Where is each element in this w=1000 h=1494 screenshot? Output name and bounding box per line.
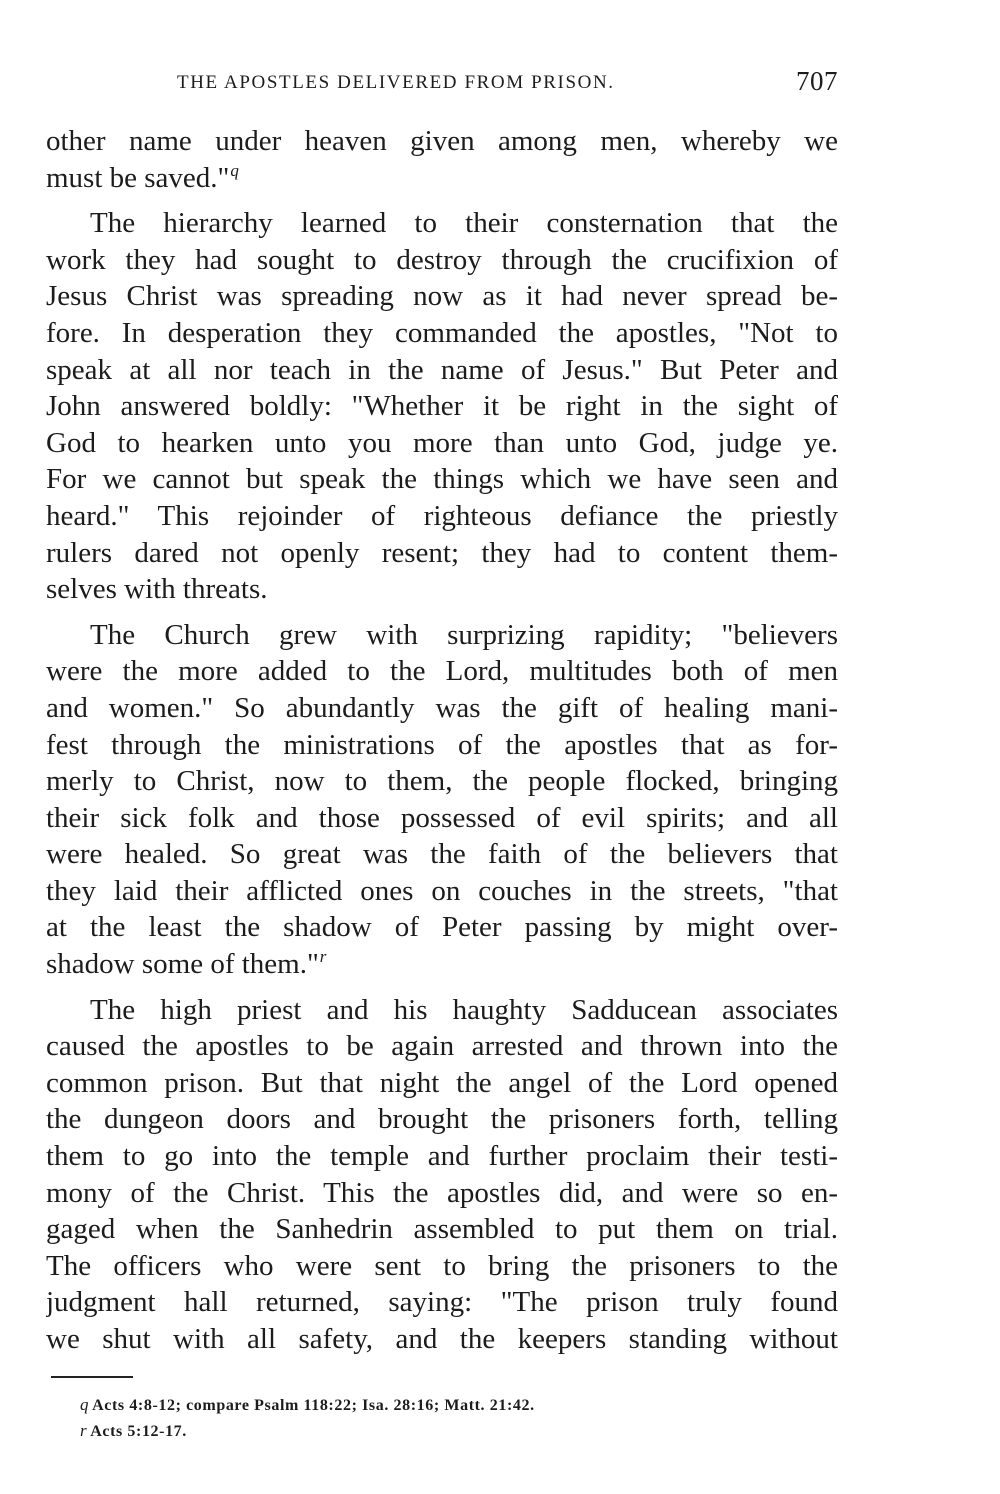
footnote-mark: q — [80, 1395, 90, 1414]
text-line — [46, 909, 838, 946]
footnote — [80, 1392, 840, 1418]
text-line — [46, 352, 838, 389]
text-line — [46, 571, 838, 608]
text-line — [46, 160, 838, 197]
text-line — [46, 873, 838, 910]
line-text: work they had sought to destroy through the crucifixion of — [46, 243, 838, 276]
text-line — [46, 763, 838, 800]
text-line — [46, 315, 838, 352]
text-line — [46, 727, 838, 764]
text-line — [46, 690, 838, 727]
line-text: merly to Christ, now to them, the people flocked, bringing — [46, 765, 838, 798]
text-line — [46, 992, 838, 1029]
footnote-mark: r — [80, 1421, 88, 1440]
paragraph — [46, 992, 838, 1358]
footnote-text: Acts 4:8-12; compare Psalm 118:22; Isa. 28:16; Matt. 21:42. — [92, 1397, 535, 1414]
line-text: they laid their afflicted ones on couches in the streets, "that — [46, 874, 838, 907]
line-text: fest through the ministrations of the apostles that as for- — [46, 728, 838, 761]
text-line — [46, 1248, 838, 1285]
line-text: judgment hall returned, saying: "The prison truly found — [46, 1286, 838, 1319]
line-text: rulers dared not openly resent; they had to content them- — [46, 536, 838, 569]
paragraph — [46, 205, 838, 608]
line-text: we shut with all safety, and the keepers standing without — [46, 1323, 838, 1355]
line-text: them to go into the temple and further proclaim their testi- — [46, 1140, 838, 1173]
line-text: were healed. So great was the faith of the believers that — [46, 838, 838, 871]
line-text: shadow some of them." — [46, 948, 319, 981]
text-line — [46, 425, 838, 462]
line-text: Jesus Christ was spreading now as it had never spread be- — [46, 280, 838, 313]
line-text: The high priest and his haughty Sadducean associates — [90, 993, 838, 1026]
footnote-text: Acts 5:12-17. — [90, 1423, 187, 1440]
text-line — [46, 1175, 838, 1212]
text-line — [46, 498, 838, 535]
text-line — [46, 1065, 838, 1102]
text-line — [46, 388, 838, 425]
footnote-rule — [51, 1376, 133, 1378]
text-line — [46, 242, 838, 279]
text-line — [46, 461, 838, 498]
text-line — [46, 123, 838, 160]
text-line — [46, 278, 838, 315]
footnote — [80, 1418, 840, 1444]
line-text: selves with threats. — [46, 573, 268, 606]
line-text: The officers who were sent to bring the prisoners to the — [46, 1249, 838, 1282]
text-line — [46, 205, 838, 242]
text-line — [46, 1211, 838, 1248]
line-text: were the more added to the Lord, multitudes both of men — [46, 655, 838, 688]
text-line — [46, 1138, 838, 1175]
line-text: heard." This rejoinder of righteous defiance the priestly — [46, 499, 838, 532]
footnotes — [80, 1392, 840, 1444]
line-text: caused the apostles to be again arrested and thrown into the — [46, 1030, 838, 1063]
text-line — [46, 617, 838, 654]
line-text: fore. In desperation they commanded the apostles, "Not to — [46, 316, 838, 349]
body-text — [46, 123, 838, 1367]
text-line — [46, 535, 838, 572]
running-title: THE APOSTLES DELIVERED FROM PRISON. — [177, 72, 615, 93]
page-number: 707 — [796, 66, 838, 96]
line-text: common prison. But that night the angel of the Lord opened — [46, 1066, 838, 1099]
paragraph — [46, 617, 838, 983]
paragraph — [46, 123, 838, 196]
line-text: gaged when the Sanhedrin assembled to put them on trial. — [46, 1213, 838, 1246]
line-text: For we cannot but speak the things which we have seen and — [46, 463, 838, 496]
line-text: The hierarchy learned to their consternation that the — [90, 207, 838, 240]
line-text: the dungeon doors and brought the prisoners forth, telling — [46, 1103, 838, 1136]
text-line — [46, 1321, 838, 1358]
line-text: other name under heaven given among men, whereby we — [46, 125, 838, 157]
text-line — [46, 1101, 838, 1138]
line-text: The Church grew with surprizing rapidity; "believers — [90, 618, 838, 651]
text-line — [46, 946, 838, 983]
footnote-reference[interactable]: r — [319, 947, 327, 967]
text-line — [46, 1284, 838, 1321]
line-text: their sick folk and those possessed of evil spirits; and all — [46, 801, 838, 834]
text-line — [46, 1028, 838, 1065]
line-text: John answered boldly: "Whether it be right in the sight of — [46, 390, 838, 423]
running-head — [46, 66, 838, 106]
line-text: and women." So abundantly was the gift of healing mani- — [46, 691, 838, 724]
line-text: at the least the shadow of Peter passing by might over- — [46, 911, 838, 944]
line-text: must be saved." — [46, 161, 230, 194]
text-line — [46, 653, 838, 690]
line-text: God to hearken unto you more than unto God, judge ye. — [46, 426, 838, 459]
text-line — [46, 800, 838, 837]
line-text: speak at all nor teach in the name of Jesus." But Peter and — [46, 353, 838, 386]
footnote-reference[interactable]: q — [230, 160, 239, 180]
text-line — [46, 836, 838, 873]
line-text: mony of the Christ. This the apostles did, and were so en- — [46, 1176, 838, 1209]
